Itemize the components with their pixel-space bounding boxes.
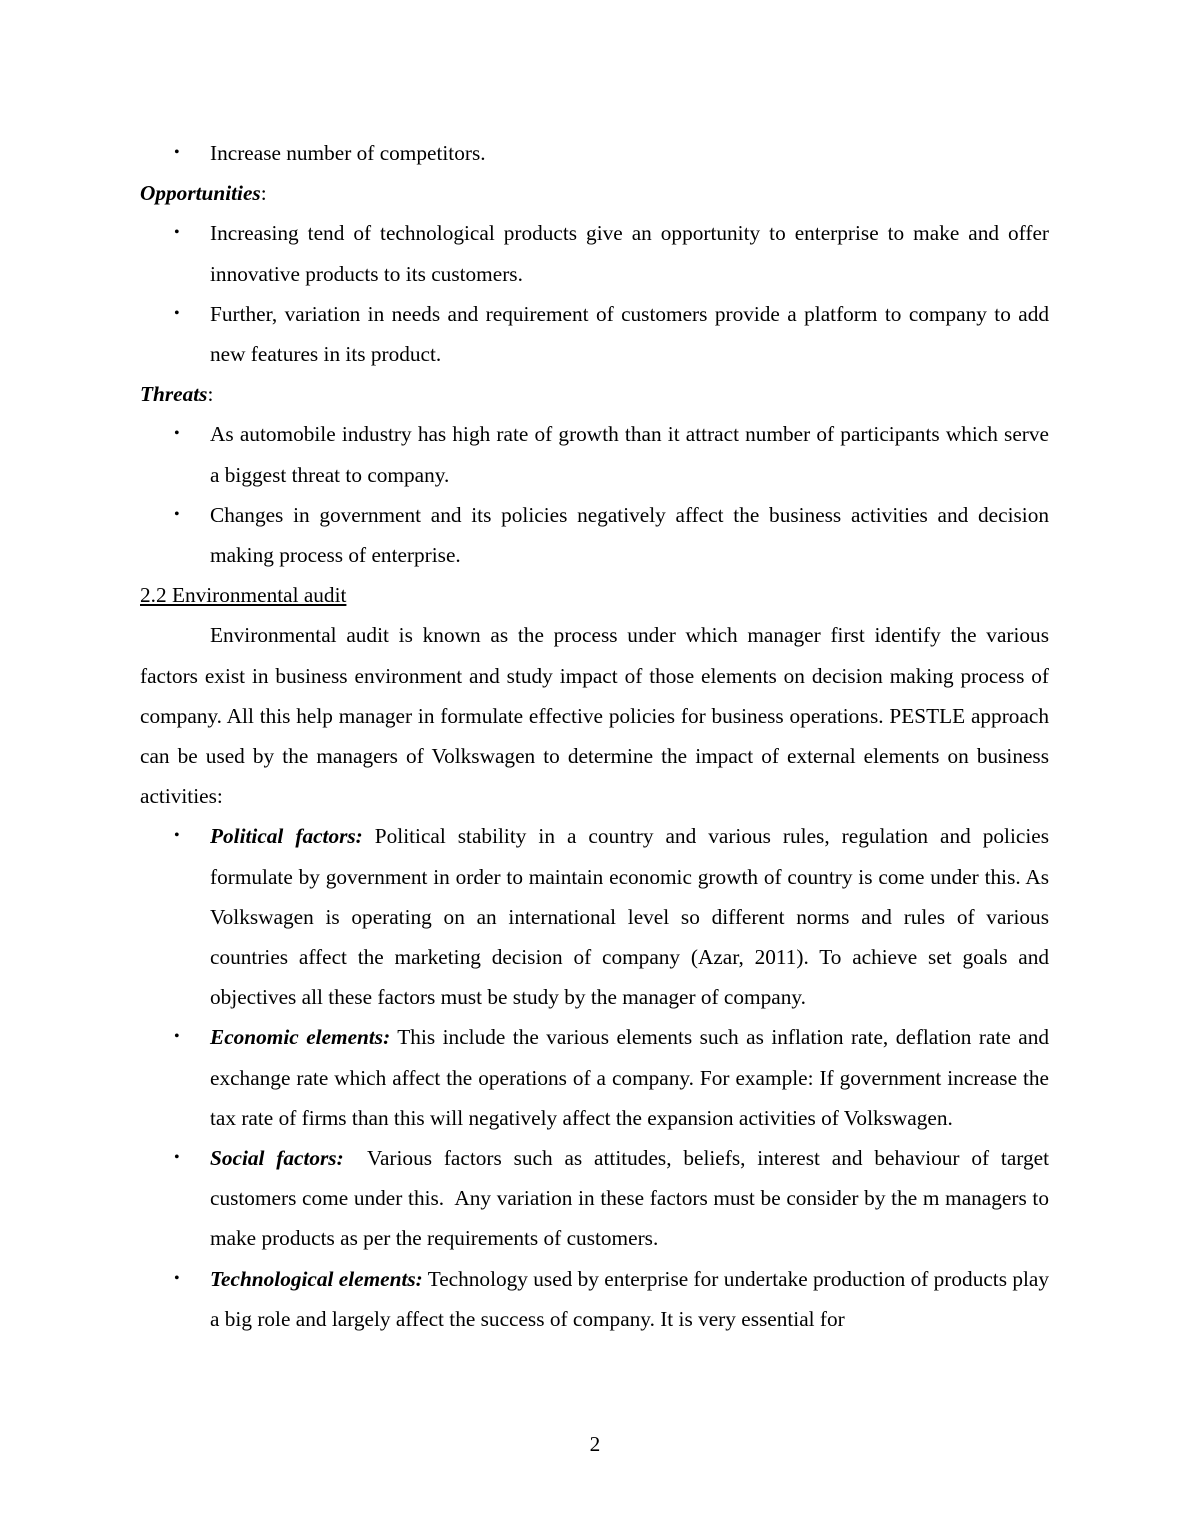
bullet-icon: • bbox=[174, 224, 180, 242]
page-number: 2 bbox=[589, 1432, 601, 1456]
section-heading-environmental-audit: 2.2 Environmental audit bbox=[140, 583, 347, 608]
list-item-text: Further, variation in needs and requirement of customers provide a platform to company to add new features in its product. bbox=[210, 301, 1049, 367]
factor-text: Technology used by enterprise for undertake production of products play a big role and largely affect the success of company. It is very essential for bbox=[210, 1266, 1049, 1331]
factor-text: This include the various elements such as inflation rate, deflation rate and exchange rate which affect the operations of a company. For example: If government increase the tax rate of firms than this will negatively affect the expansion activities of Volkswagen. bbox=[210, 1025, 1049, 1130]
factor-term: Economic elements: bbox=[210, 1025, 391, 1050]
list-item-technological bbox=[140, 1259, 1049, 1339]
bullet-icon: • bbox=[174, 144, 180, 161]
threats-heading: Threats: bbox=[140, 382, 214, 407]
bullet-icon: • bbox=[174, 425, 180, 443]
factor-text: Political stability in a country and various rules, regulation and policies formulate by government in order to maintain economic growth of country is come under this. As Volkswagen is operating on an international level so different norms and rules of various countries affect the marketing decision of company (Azar, 2011). To achieve set goals and objectives all these factors must be study by the manager of company. bbox=[210, 824, 1050, 1010]
bullet-icon: • bbox=[174, 1028, 180, 1046]
list-item-text: Increase number of competitors. bbox=[210, 141, 486, 165]
paragraph-intro: Environmental audit is known as the process under which manager first identify the various factors exist in business environment and study impact of those elements on decision making process of company. All this help manager in formulate effective policies for business operations. PESTLE approach can be used by the managers of Volkswagen to determine the impact of external elements on business activities: bbox=[140, 623, 1049, 809]
bullet-icon: • bbox=[174, 304, 180, 322]
list-item-text: Changes in government and its policies negatively affect the business activities and decision making process of enterprise. bbox=[210, 502, 1049, 568]
bullet-icon: • bbox=[174, 1269, 180, 1287]
list-item bbox=[140, 414, 1049, 494]
factor-text: Various factors such as attitudes, beliefs, interest and behaviour of target customers come under this. Any variation in these factors must be consider by the m managers to make products as per the requirements of customers. bbox=[210, 1146, 1055, 1251]
factor-term: Technological elements: bbox=[210, 1266, 423, 1291]
list-item-economic bbox=[140, 1017, 1049, 1138]
document-page bbox=[140, 133, 1055, 1339]
bullet-icon: • bbox=[174, 505, 180, 523]
list-item-political bbox=[140, 816, 1049, 1017]
list-item bbox=[140, 213, 1049, 293]
factor-term: Political factors: bbox=[210, 824, 363, 849]
factor-term: Social factors: bbox=[210, 1146, 344, 1171]
list-item bbox=[140, 495, 1049, 575]
bullet-icon: • bbox=[174, 1149, 180, 1167]
list-item bbox=[140, 294, 1049, 374]
opportunities-heading: Opportunities: bbox=[140, 181, 267, 206]
list-item-text: As automobile industry has high rate of growth than it attract number of participants which serve a biggest threat to company. bbox=[210, 422, 1049, 487]
list-item-social bbox=[140, 1138, 1055, 1259]
list-item bbox=[140, 133, 1049, 173]
bullet-icon: • bbox=[174, 827, 180, 845]
list-item-text: Increasing tend of technological products give an opportunity to enterprise to make and offer innovative products to its customers. bbox=[210, 221, 1049, 286]
